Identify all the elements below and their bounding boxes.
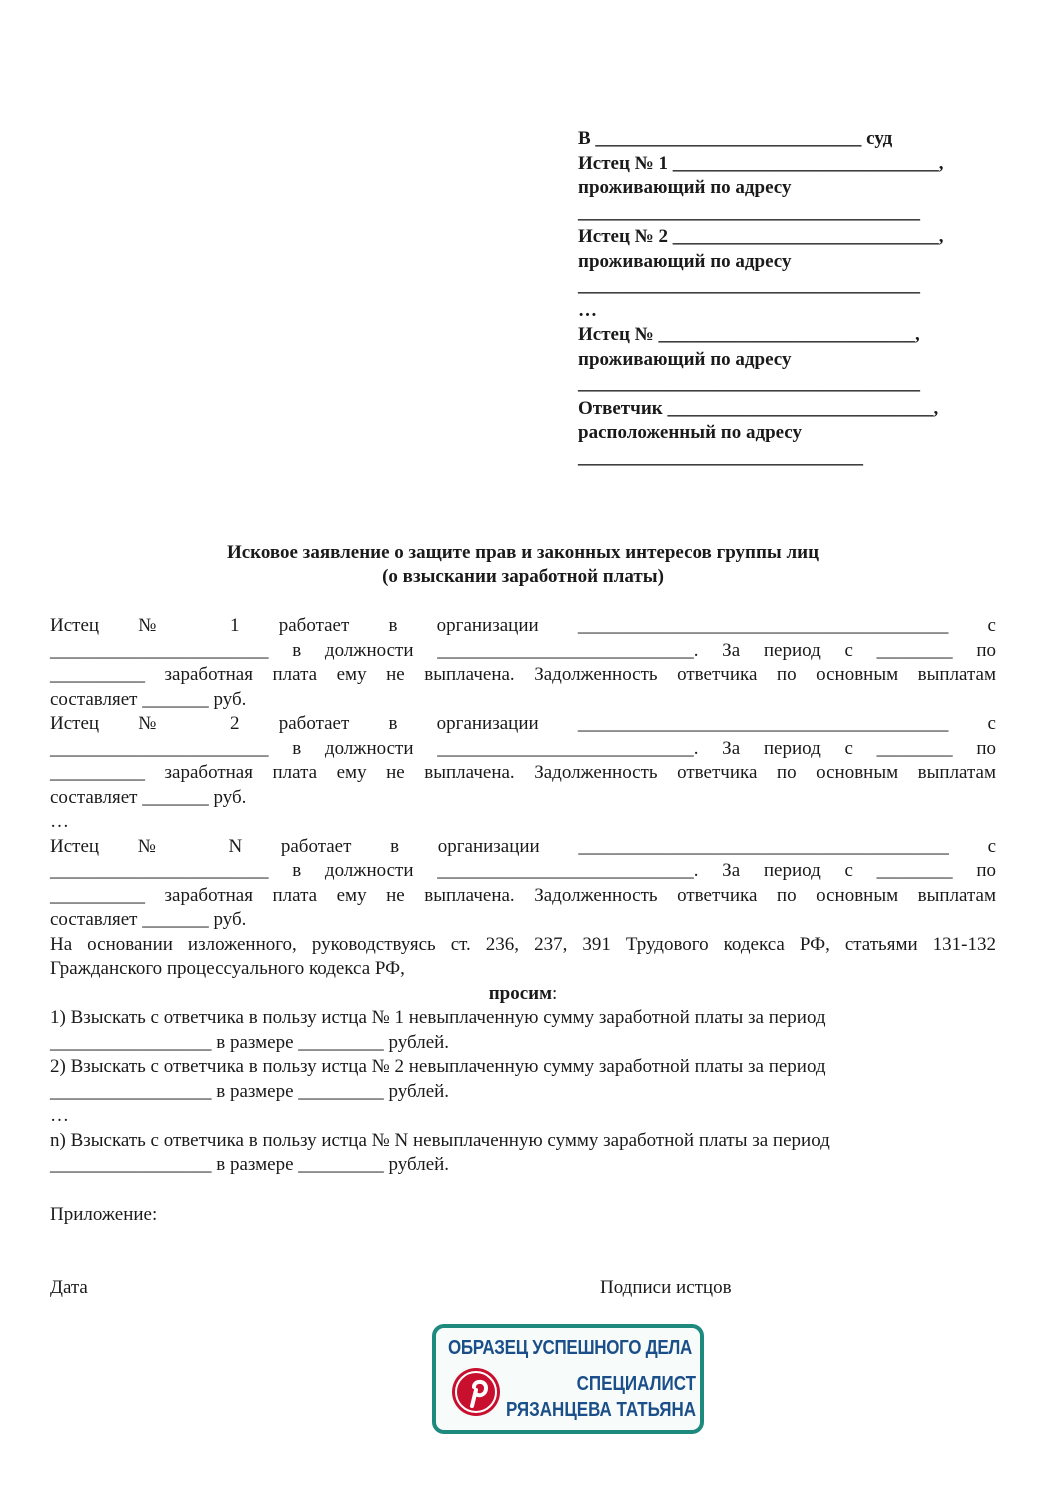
plaintiff-n-address-label: проживающий по адресу bbox=[578, 348, 792, 370]
plaintiff-2-address-blank: ____________________________________ bbox=[578, 275, 920, 296]
plaintiff-2-line: Истец № 2 ____________________________, bbox=[578, 226, 944, 247]
court-line: В ____________________________ суд bbox=[578, 128, 893, 149]
pinterest-icon bbox=[450, 1366, 502, 1418]
p3-line-3: __________ заработная плата ему не выплачена. Задолженность ответчика по основным выплатам bbox=[50, 884, 996, 906]
defendant-address-label: расположенный по адресу bbox=[578, 422, 802, 443]
p2-line-3: __________ заработная плата ему не выплачена. Задолженность ответчика по основным выплатам bbox=[50, 762, 996, 783]
body-ellipsis-2: … bbox=[50, 1105, 69, 1126]
rn-line-1: n) Взыскать с ответчика в пользу истца № N невыплаченную сумму заработной платы за период bbox=[50, 1129, 830, 1151]
p2-line-2: _______________________ в должности ___________________________. За период с ________ по bbox=[50, 737, 996, 759]
r2-line-1: 2) Взыскать с ответчика в пользу истца № 2 невыплаченную сумму заработной платы за период bbox=[50, 1056, 826, 1077]
p1-line-1: Истец № 1 работает в организации _______________________________________ с bbox=[50, 615, 996, 636]
p1-line-4: составляет _______ руб. bbox=[50, 688, 247, 710]
defendant-line: Ответчик ____________________________, bbox=[578, 397, 939, 419]
plaintiff-1-address-label: проживающий по адресу bbox=[578, 177, 792, 198]
p3-line-4: составляет _______ руб. bbox=[50, 909, 247, 930]
header-block bbox=[578, 127, 998, 470]
plaintiff-1-line: Истец № 1 ____________________________, bbox=[578, 152, 944, 174]
stamp-line-2: СПЕЦИАЛИСТ bbox=[576, 1372, 696, 1395]
plaintiff-1-address-blank: ____________________________________ bbox=[578, 201, 920, 223]
plaintiff-2-address-label: проживающий по адресу bbox=[578, 250, 792, 272]
document-title bbox=[50, 541, 996, 589]
title-line-2: (о взыскании заработной платы) bbox=[382, 566, 664, 587]
header-ellipsis: … bbox=[578, 299, 597, 321]
stamp-line-3: РЯЗАНЦЕВА ТАТЬЯНА bbox=[506, 1398, 696, 1421]
document-body bbox=[50, 614, 996, 1178]
p3-line-1: Истец № N работает в организации _______________________________________ с bbox=[50, 835, 996, 857]
r2-line-2: _________________ в размере _________ рублей. bbox=[50, 1080, 450, 1102]
plaintiff-n-address-blank: ____________________________________ bbox=[578, 373, 920, 394]
r1-line-1: 1) Взыскать с ответчика в пользу истца № 1 невыплаченную сумму заработной платы за период bbox=[50, 1007, 826, 1028]
request-word: просим bbox=[488, 982, 553, 1004]
stamp-line-1: ОБРАЗЕЦ УСПЕШНОГО ДЕЛА bbox=[447, 1336, 693, 1359]
request-colon: : bbox=[552, 982, 558, 1004]
signatures-label: Подписи истцов bbox=[600, 1277, 732, 1298]
plaintiff-n-line: Истец № ___________________________, bbox=[578, 324, 920, 345]
defendant-address-blank: ______________________________ bbox=[578, 446, 863, 468]
request-heading bbox=[50, 982, 996, 1007]
rn-line-2: _________________ в размере _________ рублей. bbox=[50, 1154, 450, 1175]
p2-line-1: Истец № 2 работает в организации _______________________________________ с bbox=[50, 713, 996, 734]
sample-stamp-logo bbox=[432, 1324, 704, 1434]
appendix-label: Приложение: bbox=[50, 1204, 158, 1225]
p1-line-2: _______________________ в должности ___________________________. За период с ________ по bbox=[50, 639, 996, 661]
r1-line-2: _________________ в размере _________ рублей. bbox=[50, 1031, 450, 1053]
date-label: Дата bbox=[50, 1277, 88, 1298]
p2-line-4: составляет _______ руб. bbox=[50, 786, 247, 808]
p3-line-2: _______________________ в должности ___________________________. За период с ________ по bbox=[50, 860, 996, 881]
body-ellipsis-1: … bbox=[50, 811, 69, 832]
title-line-1: Исковое заявление о защите прав и законных интересов группы лиц bbox=[226, 542, 820, 563]
basis-line-2: Гражданского процессуального кодекса РФ, bbox=[50, 958, 405, 979]
p1-line-3: __________ заработная плата ему не выплачена. Задолженность ответчика по основным выплатам bbox=[50, 664, 996, 685]
basis-line-1: На основании изложенного, руководствуясь ст. 236, 237, 391 Трудового кодекса РФ, статьями 131-132 bbox=[50, 933, 996, 955]
